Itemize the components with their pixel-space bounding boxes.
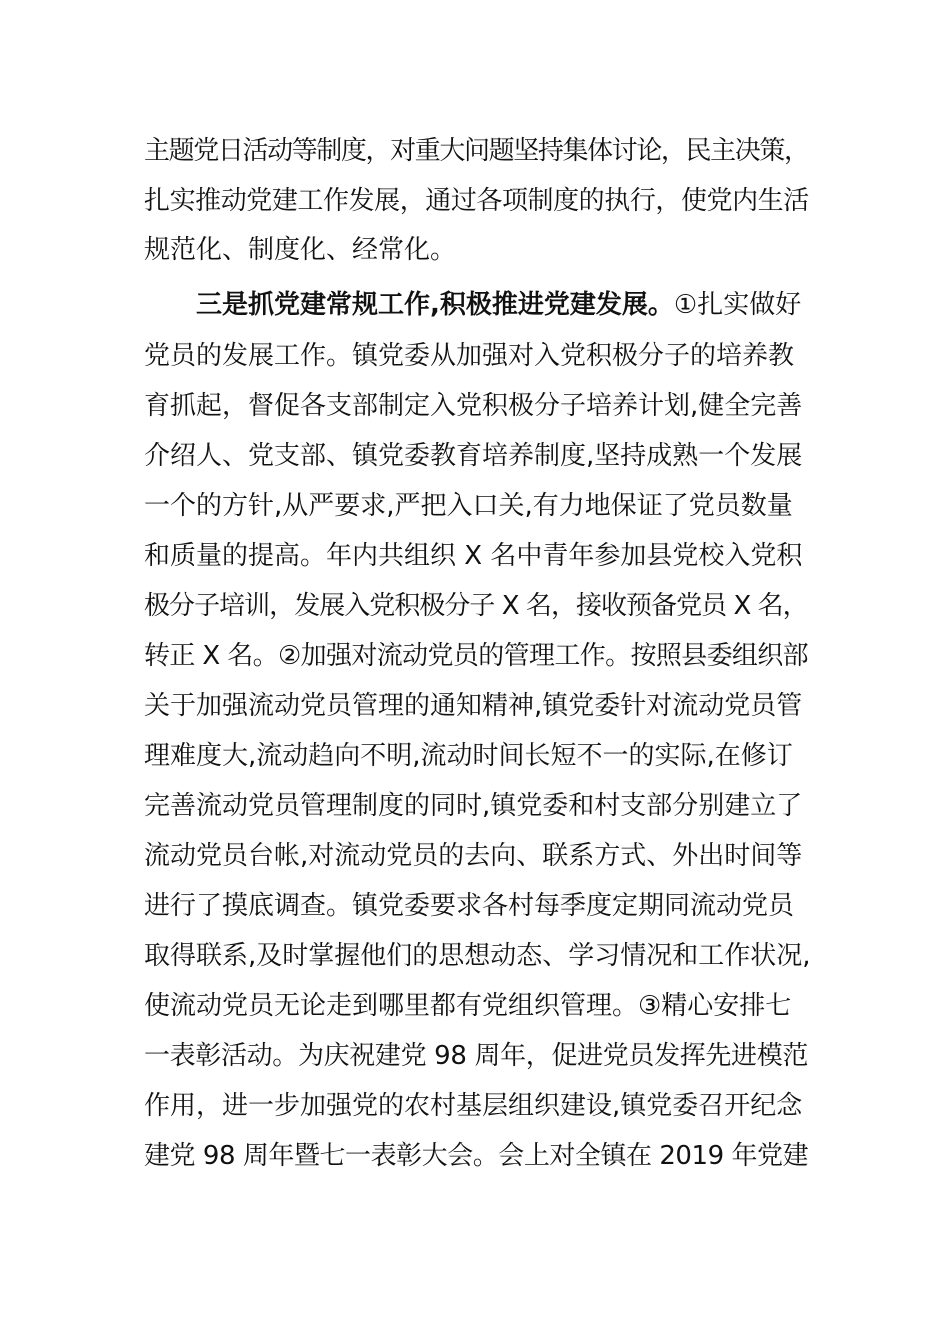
paragraph-2-line: 完善流动党员管理制度的同时,镇党委和村支部分别建立了 [144, 791, 803, 821]
paragraph-2-line: 和质量的提高。年内共组织 X 名中青年参加县党校入党积 [144, 541, 803, 571]
paragraph-1-line-1: 主题党日活动等制度，对重大问题坚持集体讨论，民主决策， [144, 136, 809, 166]
paragraph-2-line: 理难度大,流动趋向不明,流动时间长短不一的实际,在修订 [144, 741, 793, 771]
paragraph-2-line: 转正 X 名。②加强对流动党员的管理工作。按照县委组织部 [144, 641, 809, 671]
paragraph-2-line: 取得联系,及时掌握他们的思想动态、学习情况和工作状况, [144, 941, 811, 971]
paragraph-2-line: 使流动党员无论走到哪里都有党组织管理。③精心安排七 [144, 991, 792, 1021]
paragraph-2-line: 介绍人、党支部、镇党委教育培养制度,坚持成熟一个发展 [144, 441, 803, 471]
paragraph-2-line: 党员的发展工作。镇党委从加强对入党积极分子的培养教 [144, 341, 795, 371]
paragraph-2-line: 一表彰活动。为庆祝建党 98 周年，促进党员发挥先进模范 [144, 1041, 809, 1071]
paragraph-2-line: 流动党员台帐,对流动党员的去向、联系方式、外出时间等 [144, 841, 803, 871]
paragraph-2-first-line-rest: ①扎实做好 [673, 290, 802, 320]
paragraph-1-line-3: 规范化、制度化、经常化。 [144, 235, 457, 265]
paragraph-2-first-line [196, 288, 814, 322]
paragraph-2-line: 极分子培训，发展入党积极分子 X 名，接收预备党员 X 名， [144, 591, 808, 621]
paragraph-2-line: 作用，进一步加强党的农村基层组织建设,镇党委召开纪念 [144, 1091, 803, 1121]
paragraph-1-line-2: 扎实推动党建工作发展，通过各项制度的执行，使党内生活 [144, 186, 809, 216]
paragraph-2-line: 育抓起，督促各支部制定入党积极分子培养计划,健全完善 [144, 391, 803, 421]
paragraph-2-line: 进行了摸底调查。镇党委要求各村每季度定期同流动党员 [144, 891, 795, 921]
paragraph-2-line: 一个的方针,从严要求,严把入口关,有力地保证了党员数量 [144, 491, 793, 521]
paragraph-2-line: 建党 98 周年暨七一表彰大会。会上对全镇在 2019 年党建 [144, 1141, 809, 1171]
paragraph-2-heading: 三是抓党建常规工作,积极推进党建发展。 [196, 290, 674, 320]
paragraph-2-line: 关于加强流动党员管理的通知精神,镇党委针对流动党员管 [144, 691, 803, 721]
